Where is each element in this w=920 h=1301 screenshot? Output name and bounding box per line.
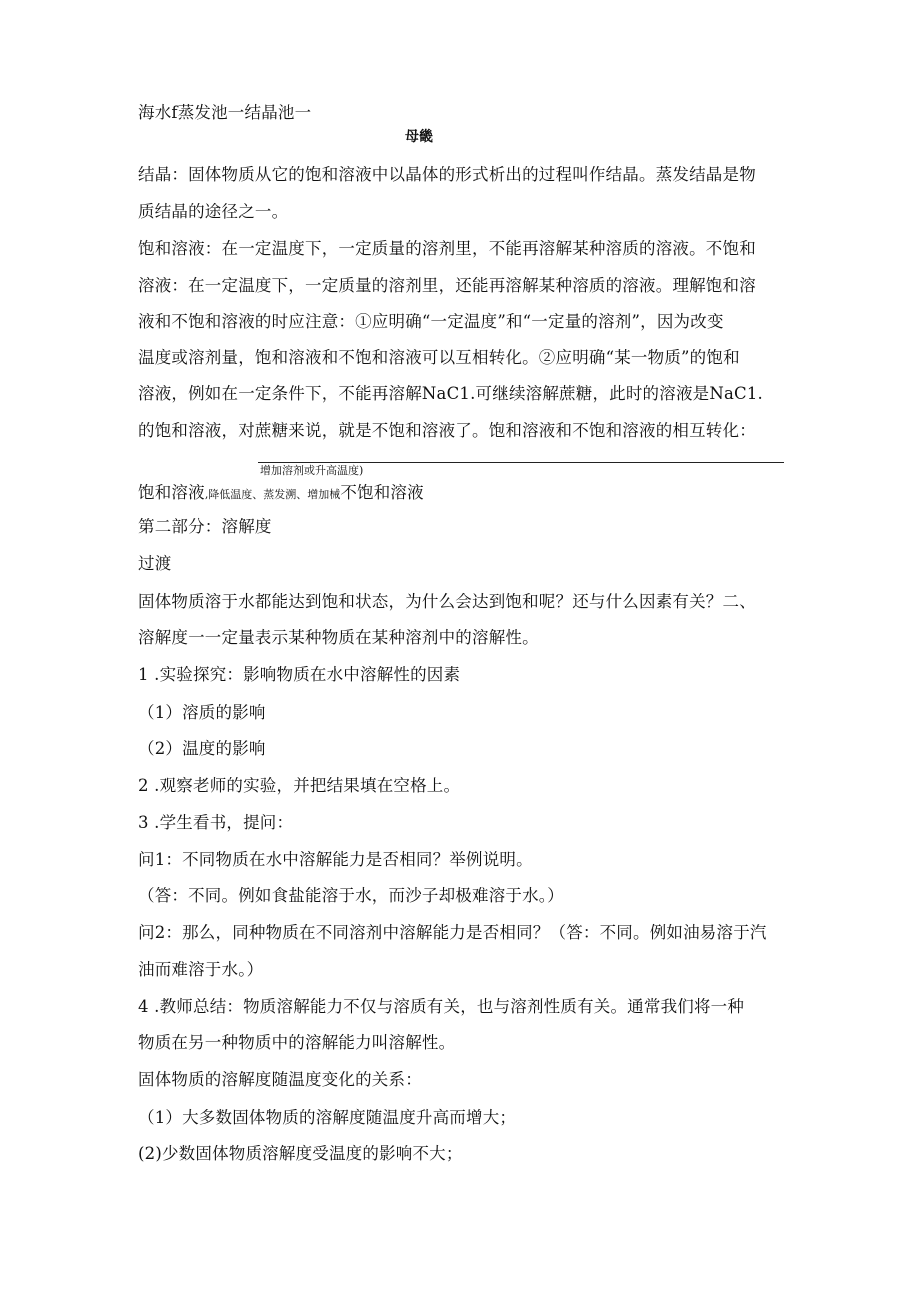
paragraph-line: 液和不饱和溶液的时应注意：①应明确“一定温度”和“一定量的溶剂”，因为改变 [138, 312, 724, 331]
body-line: （1）溶质的影响 [138, 703, 266, 722]
body-line: 4 .教师总结：物质溶解能力不仅与溶质有关，也与溶剂性质有关。通常我们将一种 [138, 997, 745, 1016]
conversion-unsaturated: 不饱和溶液 [340, 483, 424, 502]
body-line: 问2：那么，同种物质在不同溶剂中溶解能力是否相同？（答：不同。例如油易溶于汽 [138, 923, 767, 942]
body-line: 固体物质溶于水都能达到饱和状态，为什么会达到饱和呢？还与什么因素有关？二、 [138, 592, 756, 611]
body-line: 过渡 [138, 554, 172, 573]
paragraph-line: 的饱和溶液，对蔗糖来说，就是不饱和溶液了。饱和溶液和不饱和溶液的相互转化： [138, 421, 756, 440]
body-line: 物质在另一种物质中的溶解能力叫溶解性。 [138, 1033, 456, 1052]
body-line: （2）温度的影响 [138, 739, 266, 758]
body-line: 固体物质的溶解度随温度变化的关系： [138, 1070, 422, 1089]
body-line: (2)少数固体物质溶解度受温度的影响不大； [138, 1144, 463, 1163]
body-line: 溶解度一一定量表示某种物质在某种溶剂中的溶解性。 [138, 628, 539, 647]
paragraph-line: 溶液，例如在一定条件下，不能再溶解NaC1.可继续溶解蔗糖，此时的溶液是NaC1. [138, 384, 763, 403]
body-line: 1 .实验探究：影响物质在水中溶解性的因素 [138, 665, 461, 684]
body-line: 问1：不同物质在水中溶解能力是否相同？举例说明。 [138, 850, 533, 869]
body-line: 3 .学生看书，提问： [138, 813, 294, 832]
flow-diagram-sublabel: 母畿 [405, 129, 433, 145]
body-line: 2 .观察老师的实验，并把结果填在空格上。 [138, 776, 461, 795]
conversion-arrow-line [258, 462, 784, 463]
flow-diagram-line: 海水f蒸发池一结晶池一 [138, 103, 312, 122]
section-heading: 第二部分：溶解度 [138, 517, 272, 536]
conversion-saturated: 饱和溶液 [138, 483, 205, 502]
conversion-lower-condition: ,降低温度、蒸发溯、增加械 [204, 488, 341, 501]
body-line: （答：不同。例如食盐能溶于水，而沙子却极难溶于水。） [138, 886, 564, 905]
conversion-upper-condition: 增加溶剂或升高温度) [260, 464, 364, 477]
body-line: （1）大多数固体物质的溶解度随温度升高而增大； [138, 1108, 517, 1127]
paragraph-line: 结晶：固体物质从它的饱和溶液中以晶体的形式析出的过程叫作结晶。蒸发结晶是物 [138, 165, 756, 184]
paragraph-line: 温度或溶剂量，饱和溶液和不饱和溶液可以互相转化。②应明确“某一物质”的饱和 [138, 348, 740, 367]
paragraph-line: 饱和溶液：在一定温度下，一定质量的溶剂里，不能再溶解某种溶质的溶液。不饱和 [138, 239, 756, 258]
paragraph-line: 质结晶的途径之一。 [138, 202, 289, 221]
paragraph-line: 溶液：在一定温度下，一定质量的溶剂里，还能再溶解某种溶质的溶液。理解饱和溶 [138, 276, 756, 295]
body-line: 油而难溶于水。） [138, 960, 264, 979]
conversion-row [138, 482, 424, 506]
